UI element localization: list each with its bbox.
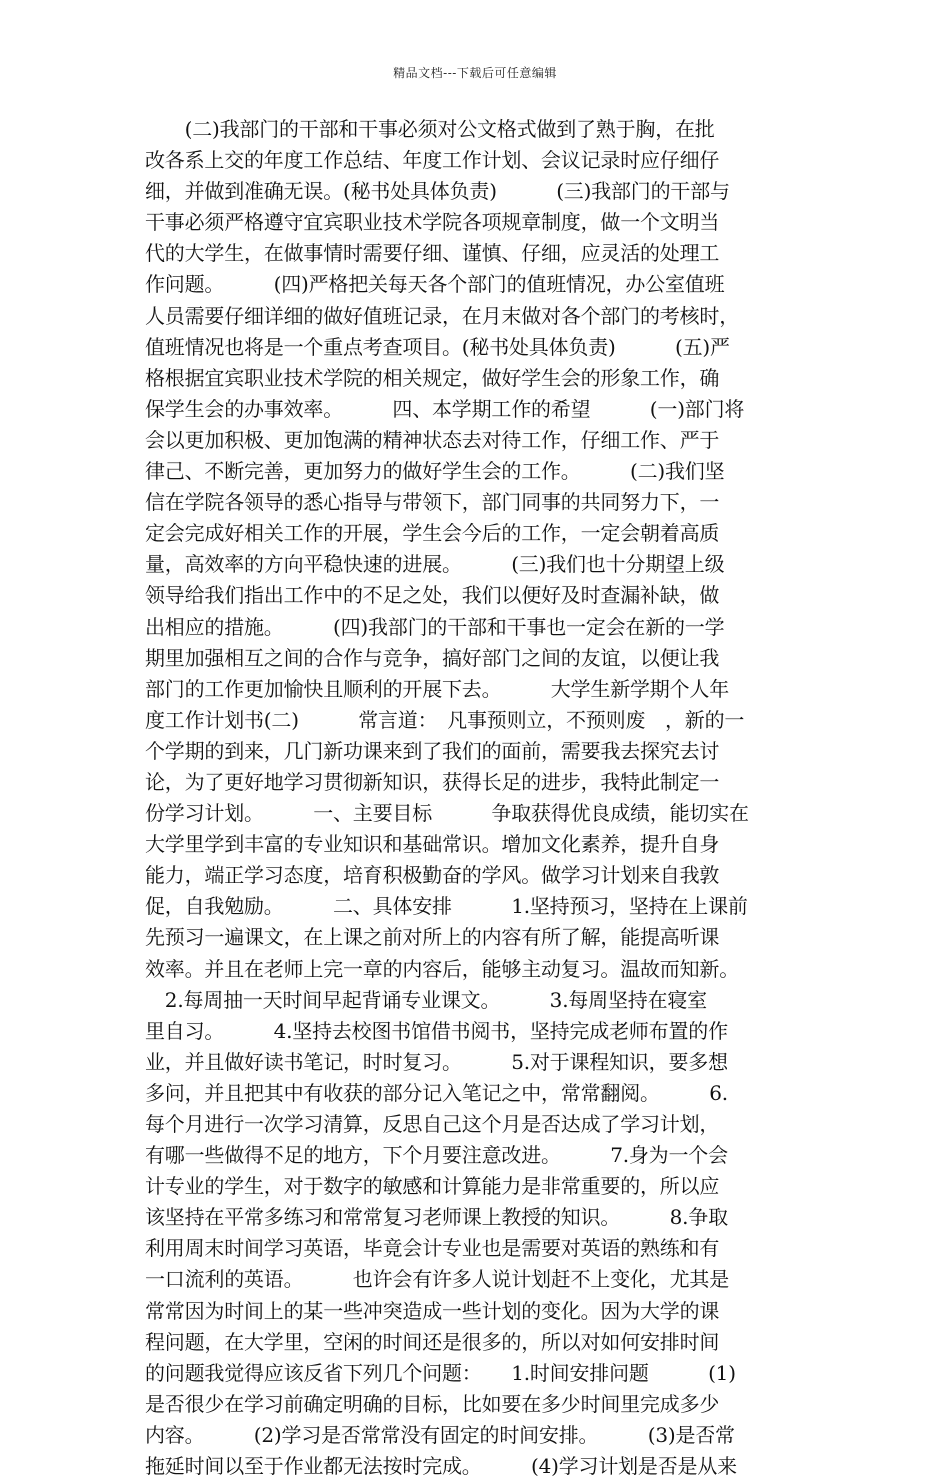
text-line: 拖延时间以至于作业都无法按时完成。 (4)学习计划是否是从来 [145,1454,737,1479]
text-line: 促，自我勉励。 二、具体安排 1.坚持预习，坚持在上课前 [145,894,748,919]
text-line: 值班情况也将是一个重点考查项目。(秘书处具体负责) (五)严 [145,334,730,359]
text-line: 一口流利的英语。 也许会有许多人说计划赶不上变化，尤其是 [145,1267,729,1292]
text-line: 内容。 (2)学习是否常常没有固定的时间安排。 (3)是否常 [145,1422,735,1447]
text-line: 论，为了更好地学习贯彻新知识，获得长足的进步，我特此制定一 [145,769,720,794]
page-header: 精品文档---下载后可任意编辑 [393,66,557,80]
text-line: 个学期的到来，几门新功课来到了我们的面前，需要我去探究去讨 [145,738,720,763]
text-line: 能力，端正学习态度，培育积极勤奋的学风。做学习计划来自我敦 [145,863,720,888]
text-line: 份学习计划。 一、主要目标 争取获得优良成绩，能切实在 [145,801,749,826]
text-line: 该坚持在平常多练习和常常复习老师课上教授的知识。 8.争取 [145,1205,728,1230]
text-line: 是否很少在学习前确定明确的目标，比如要在多少时间里完成多少 [145,1391,720,1416]
text-line: 出相应的措施。 (四)我部门的干部和干事也一定会在新的一学 [145,614,725,639]
text-line: 大学里学到丰富的专业知识和基础常识。增加文化素养，提升自身 [145,832,720,857]
text-line: 领导给我们指出工作中的不足之处，我们以便好及时查漏补缺，做 [145,583,720,608]
text-line: 每个月进行一次学习清算，反思自己这个月是否达成了学习计划， [145,1112,720,1136]
body-text [145,114,825,1482]
text-line: 期里加强相互之间的合作与竞争，搞好部门之间的友谊，以便让我 [145,645,720,670]
text-line: 定会完成好相关工作的开展，学生会今后的工作，一定会朝着高质 [145,521,720,546]
text-line: 细，并做到准确无误。(秘书处具体负责) (三)我部门的干部与 [145,179,730,204]
text-line: 程问题，在大学里，空闲的时间还是很多的，所以对如何安排时间 [145,1329,720,1354]
text-line: 计专业的学生，对于数字的敏感和计算能力是非常重要的，所以应 [145,1174,720,1199]
text-line: 干事必须严格遵守宜宾职业技术学院各项规章制度，做一个文明当 [145,210,720,235]
text-line: 会以更加积极、更加饱满的精神状态去对待工作，仔细工作、严于 [145,427,720,452]
text-line: 有哪一些做得不足的地方，下个月要注意改进。 7.身为一个会 [145,1143,728,1168]
text-line: 量，高效率的方向平稳快速的进展。 (三)我们也十分期望上级 [145,552,725,577]
text-line: 保学生会的办事效率。 四、本学期工作的希望 (一)部门将 [145,396,745,421]
text-line: 人员需要仔细详细的做好值班记录，在月末做对各个部门的考核时， [145,303,739,328]
text-line: 作问题。 (四)严格把关每天各个部门的值班情况，办公室值班 [145,272,725,297]
text-line: 度工作计划书(二) 常言道： 凡事预则立，不预则废 ，新的一 [145,707,745,732]
text-line: 信在学院各领导的悉心指导与带领下，部门同事的共同努力下，一 [145,490,720,515]
text-line: 效率。并且在老师上完一章的内容后，能够主动复习。温故而知新。 [145,956,739,981]
text-line: (二)我部门的干部和干事必须对公文格式做到了熟于胸，在批 [145,117,715,141]
text-line: 业，并且做好读书笔记，时时复习。 5.对于课程知识，要多想 [145,1049,728,1074]
text-line: 先预习一遍课文，在上课之前对所上的内容有所了解，能提高听课 [145,925,720,950]
text-line: 利用周末时间学习英语，毕竟会计专业也是需要对英语的熟练和有 [145,1236,720,1261]
text-line: 的问题我觉得应该反省下列几个问题： 1.时间安排问题 (1) [145,1360,736,1385]
text-line: 部门的工作更加愉快且顺利的开展下去。 大学生新学期个人年 [145,676,729,701]
text-line: 常常因为时间上的某一些冲突造成一些计划的变化。因为大学的课 [145,1298,720,1323]
text-line: 律己、不断完善，更加努力的做好学生会的工作。 (二)我们坚 [145,459,725,484]
text-line: 里自习。 4.坚持去校图书馆借书阅书，坚持完成老师布置的作 [145,1018,728,1043]
text-line: 多问，并且把其中有收获的部分记入笔记之中，常常翻阅。 6. [145,1080,728,1105]
text-line: 改各系上交的年度工作总结、年度工作计划、会议记录时应仔细仔 [145,148,720,173]
text-line: 2.每周抽一天时间早起背诵专业课文。 3.每周坚持在寝室 [145,987,707,1012]
text-line: 代的大学生，在做事情时需要仔细、谨慎、仔细，应灵活的处理工 [145,241,720,266]
text-line: 格根据宜宾职业技术学院的相关规定，做好学生会的形象工作，确 [145,365,720,390]
